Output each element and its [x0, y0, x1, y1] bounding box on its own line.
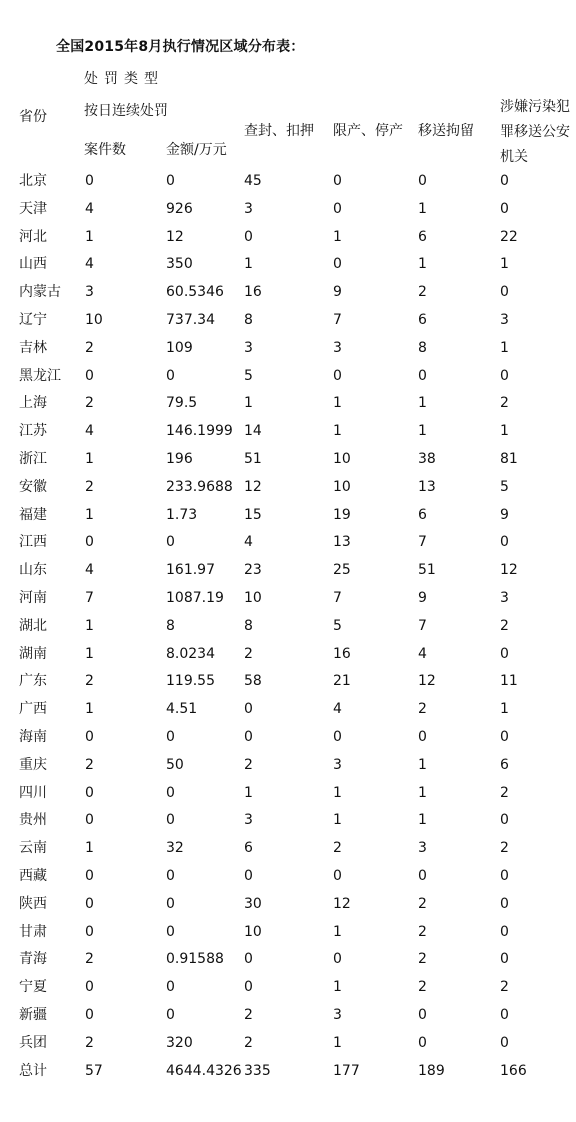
transfer-detain-cell: 1 — [418, 423, 427, 440]
transfer-detain-cell: 6 — [418, 311, 427, 328]
table-row — [0, 502, 576, 530]
amount-cell: 0 — [166, 173, 175, 189]
case-count-cell: 0 — [85, 534, 94, 551]
amount-cell: 4.51 — [166, 701, 198, 718]
amount-cell: 161.97 — [166, 562, 215, 579]
seal-detain-cell: 3 — [244, 812, 253, 829]
transfer-detain-cell: 6 — [418, 506, 427, 523]
amount-cell: 196 — [166, 450, 193, 467]
province-cell: 新疆 — [19, 1006, 47, 1023]
case-count-cell: 0 — [85, 895, 94, 912]
limit-stop-cell: 1 — [333, 784, 342, 801]
province-cell: 广西 — [19, 701, 47, 718]
table-row — [0, 613, 576, 641]
case-count-cell: 2 — [85, 339, 94, 356]
crime-transfer-cell: 166 — [500, 1062, 527, 1079]
case-count-cell: 0 — [85, 173, 94, 189]
amount-cell: 8 — [166, 617, 175, 634]
table-row — [0, 557, 576, 585]
table-row — [0, 696, 576, 724]
amount-cell: 0 — [166, 728, 175, 745]
province-cell: 湖南 — [19, 645, 47, 662]
crime-transfer-cell: 0 — [500, 951, 509, 968]
case-count-cell: 0 — [85, 728, 94, 745]
limit-stop-cell: 0 — [333, 256, 342, 273]
limit-stop-cell: 3 — [333, 756, 342, 773]
amount-cell: 0 — [166, 812, 175, 829]
table-row — [0, 668, 576, 696]
seal-detain-cell: 58 — [244, 673, 262, 690]
table-row — [0, 863, 576, 891]
table-row — [0, 446, 576, 474]
crime-transfer-cell: 0 — [500, 534, 509, 551]
case-count-cell: 4 — [85, 423, 94, 440]
province-cell: 宁夏 — [19, 979, 47, 996]
seal-detain-cell: 8 — [244, 617, 253, 634]
amount-cell: 146.1999 — [166, 423, 233, 440]
province-cell: 山东 — [19, 562, 47, 579]
crime-transfer-cell: 0 — [500, 923, 509, 940]
penalty-type-header: 处罚类型 — [84, 71, 164, 87]
table-row — [0, 974, 576, 1002]
case-count-cell: 0 — [85, 812, 94, 829]
case-count-cell: 0 — [85, 784, 94, 801]
limit-stop-cell: 13 — [333, 534, 351, 551]
case-count-cell: 3 — [85, 284, 94, 301]
table-row — [0, 585, 576, 613]
crime-transfer-cell: 22 — [500, 228, 518, 245]
transfer-detain-cell: 9 — [418, 589, 427, 606]
case-count-cell: 1 — [85, 645, 94, 662]
table-row — [0, 724, 576, 752]
crime-transfer-cell: 3 — [500, 589, 509, 606]
limit-stop-cell: 0 — [333, 200, 342, 217]
crime-transfer-cell: 0 — [500, 284, 509, 301]
case-count-cell: 0 — [85, 1006, 94, 1023]
case-count-cell: 1 — [85, 450, 94, 467]
case-count-cell: 1 — [85, 840, 94, 857]
province-cell: 四川 — [19, 784, 47, 801]
seal-detain-cell: 14 — [244, 423, 262, 440]
crime-transfer-cell: 12 — [500, 562, 518, 579]
table-row — [0, 307, 576, 335]
province-cell: 上海 — [19, 395, 47, 412]
table-row — [0, 1030, 576, 1058]
seal-detain-cell: 8 — [244, 311, 253, 328]
transfer-detain-cell: 1 — [418, 756, 427, 773]
province-cell: 甘肃 — [19, 923, 47, 940]
seal-detain-cell: 2 — [244, 645, 253, 662]
transfer-detain-cell: 7 — [418, 534, 427, 551]
transfer-detain-cell: 0 — [418, 1034, 427, 1051]
limit-stop-cell: 3 — [333, 1006, 342, 1023]
seal-detain-header: 查封、扣押 — [244, 123, 314, 139]
province-cell: 贵州 — [19, 812, 47, 829]
case-count-cell: 4 — [85, 256, 94, 273]
seal-detain-cell: 0 — [244, 728, 253, 745]
crime-transfer-cell: 0 — [500, 367, 509, 384]
crime-transfer-cell: 81 — [500, 450, 518, 467]
transfer-detain-cell: 2 — [418, 951, 427, 968]
amount-cell: 50 — [166, 756, 184, 773]
amount-cell: 119.55 — [166, 673, 215, 690]
table-row — [0, 1002, 576, 1030]
province-cell: 山西 — [19, 256, 47, 273]
limit-stop-cell: 1 — [333, 395, 342, 412]
crime-transfer-cell: 5 — [500, 478, 509, 495]
province-cell: 青海 — [19, 951, 47, 968]
transfer-detain-cell: 2 — [418, 895, 427, 912]
case-count-cell: 1 — [85, 228, 94, 245]
amount-cell: 12 — [166, 228, 184, 245]
seal-detain-cell: 3 — [244, 339, 253, 356]
amount-cell: 350 — [166, 256, 193, 273]
transfer-detain-cell: 2 — [418, 979, 427, 996]
transfer-detain-cell: 12 — [418, 673, 436, 690]
case-count-cell: 10 — [85, 311, 103, 328]
limit-stop-cell: 25 — [333, 562, 351, 579]
crime-transfer-header: 涉嫌污染犯罪移送公安机关 — [500, 99, 570, 165]
transfer-detain-cell: 1 — [418, 256, 427, 273]
transfer-detain-cell: 2 — [418, 284, 427, 301]
limit-stop-cell: 1 — [333, 923, 342, 940]
transfer-detain-cell: 0 — [418, 173, 427, 189]
case-count-cell: 2 — [85, 1034, 94, 1051]
limit-stop-cell: 1 — [333, 423, 342, 440]
seal-detain-cell: 10 — [244, 923, 262, 940]
limit-stop-cell: 21 — [333, 673, 351, 690]
crime-transfer-cell: 0 — [500, 867, 509, 884]
crime-transfer-cell: 2 — [500, 979, 509, 996]
case-count-cell: 2 — [85, 478, 94, 495]
amount-cell: 0 — [166, 784, 175, 801]
crime-transfer-cell: 1 — [500, 701, 509, 718]
case-count-cell: 1 — [85, 701, 94, 718]
table-row — [0, 919, 576, 947]
crime-transfer-cell: 1 — [500, 423, 509, 440]
limit-stop-cell: 1 — [333, 1034, 342, 1051]
crime-transfer-cell: 0 — [500, 645, 509, 662]
crime-transfer-cell: 1 — [500, 256, 509, 273]
crime-transfer-cell: 0 — [500, 1006, 509, 1023]
province-cell: 广东 — [19, 673, 47, 690]
seal-detain-cell: 2 — [244, 756, 253, 773]
case-count-cell: 4 — [85, 562, 94, 579]
seal-detain-cell: 45 — [244, 173, 262, 189]
limit-stop-cell: 3 — [333, 339, 342, 356]
limit-stop-cell: 19 — [333, 506, 351, 523]
case-count-cell: 2 — [85, 395, 94, 412]
transfer-detain-cell: 0 — [418, 1006, 427, 1023]
seal-detain-cell: 3 — [244, 200, 253, 217]
transfer-detain-cell: 1 — [418, 200, 427, 217]
province-cell: 陕西 — [19, 895, 47, 912]
amount-cell: 32 — [166, 840, 184, 857]
case-count-cell: 0 — [85, 923, 94, 940]
seal-detain-cell: 0 — [244, 979, 253, 996]
transfer-detain-cell: 13 — [418, 478, 436, 495]
limit-stop-cell: 7 — [333, 589, 342, 606]
table-row — [0, 251, 576, 279]
limit-stop-cell: 0 — [333, 951, 342, 968]
table-row — [0, 224, 576, 252]
amount-cell: 0 — [166, 923, 175, 940]
limit-stop-cell: 0 — [333, 173, 342, 189]
table-row — [0, 946, 576, 974]
transfer-detain-header: 移送拘留 — [418, 123, 474, 139]
transfer-detain-cell: 1 — [418, 812, 427, 829]
seal-detain-cell: 1 — [244, 784, 253, 801]
table-row — [0, 335, 576, 363]
seal-detain-cell: 335 — [244, 1062, 271, 1079]
table-row — [0, 418, 576, 446]
amount-cell: 0 — [166, 367, 175, 384]
province-cell: 河北 — [19, 228, 47, 245]
case-count-cell: 4 — [85, 200, 94, 217]
amount-cell: 320 — [166, 1034, 193, 1051]
table-row — [0, 279, 576, 307]
amount-cell: 0 — [166, 534, 175, 551]
transfer-detain-cell: 0 — [418, 867, 427, 884]
case-count-cell: 2 — [85, 756, 94, 773]
amount-cell: 737.34 — [166, 311, 215, 328]
province-cell: 湖北 — [19, 617, 47, 634]
province-cell: 浙江 — [19, 450, 47, 467]
seal-detain-cell: 0 — [244, 867, 253, 884]
amount-cell: 0 — [166, 979, 175, 996]
limit-stop-header: 限产、停产 — [333, 123, 403, 139]
crime-transfer-cell: 0 — [500, 812, 509, 829]
crime-transfer-cell: 0 — [500, 1034, 509, 1051]
crime-transfer-cell: 2 — [500, 617, 509, 634]
transfer-detain-cell: 2 — [418, 923, 427, 940]
limit-stop-cell: 0 — [333, 728, 342, 745]
data-table — [0, 168, 576, 1085]
case-count-cell: 1 — [85, 506, 94, 523]
case-count-cell: 2 — [85, 951, 94, 968]
case-count-cell: 0 — [85, 867, 94, 884]
table-row — [0, 891, 576, 919]
case-count-cell: 2 — [85, 673, 94, 690]
crime-transfer-cell: 0 — [500, 173, 509, 189]
limit-stop-cell: 4 — [333, 701, 342, 718]
province-cell: 北京 — [19, 173, 47, 189]
province-cell: 云南 — [19, 840, 47, 857]
province-cell: 海南 — [19, 728, 47, 745]
seal-detain-cell: 15 — [244, 506, 262, 523]
limit-stop-cell: 2 — [333, 840, 342, 857]
crime-transfer-cell: 1 — [500, 339, 509, 356]
amount-cell: 0 — [166, 867, 175, 884]
province-cell: 黑龙江 — [19, 367, 61, 384]
seal-detain-cell: 12 — [244, 478, 262, 495]
page-title: 全国2015年8月执行情况区域分布表： — [56, 39, 305, 55]
table-row — [0, 474, 576, 502]
transfer-detain-cell: 189 — [418, 1062, 445, 1079]
amount-cell: 926 — [166, 200, 193, 217]
table-row — [0, 363, 576, 391]
limit-stop-cell: 177 — [333, 1062, 360, 1079]
crime-transfer-cell: 9 — [500, 506, 509, 523]
amount-cell: 1.73 — [166, 506, 198, 523]
crime-transfer-cell: 2 — [500, 784, 509, 801]
province-cell: 福建 — [19, 506, 47, 523]
table-row — [0, 752, 576, 780]
crime-transfer-cell: 3 — [500, 311, 509, 328]
province-cell: 河南 — [19, 589, 47, 606]
transfer-detain-cell: 0 — [418, 367, 427, 384]
limit-stop-cell: 16 — [333, 645, 351, 662]
amount-cell: 109 — [166, 339, 193, 356]
transfer-detain-cell: 7 — [418, 617, 427, 634]
seal-detain-cell: 6 — [244, 840, 253, 857]
limit-stop-cell: 1 — [333, 812, 342, 829]
table-row — [0, 835, 576, 863]
transfer-detain-cell: 2 — [418, 701, 427, 718]
amount-cell: 4644.4326 — [166, 1062, 242, 1079]
province-header: 省份 — [19, 109, 47, 125]
transfer-detain-cell: 3 — [418, 840, 427, 857]
case-count-header: 案件数 — [84, 142, 126, 158]
province-cell: 西藏 — [19, 867, 47, 884]
province-cell: 重庆 — [19, 756, 47, 773]
amount-cell: 0 — [166, 895, 175, 912]
limit-stop-cell: 7 — [333, 311, 342, 328]
transfer-detain-cell: 6 — [418, 228, 427, 245]
limit-stop-cell: 5 — [333, 617, 342, 634]
transfer-detain-cell: 8 — [418, 339, 427, 356]
case-count-cell: 0 — [85, 367, 94, 384]
table-row — [0, 529, 576, 557]
table-row — [0, 196, 576, 224]
case-count-cell: 0 — [85, 979, 94, 996]
seal-detain-cell: 1 — [244, 256, 253, 273]
crime-transfer-cell: 0 — [500, 200, 509, 217]
province-cell: 江苏 — [19, 423, 47, 440]
daily-penalty-header: 按日连续处罚 — [84, 103, 168, 119]
limit-stop-cell: 10 — [333, 450, 351, 467]
amount-cell: 1087.19 — [166, 589, 224, 606]
crime-transfer-cell: 6 — [500, 756, 509, 773]
case-count-cell: 1 — [85, 617, 94, 634]
amount-cell: 0 — [166, 1006, 175, 1023]
transfer-detain-cell: 4 — [418, 645, 427, 662]
transfer-detain-cell: 38 — [418, 450, 436, 467]
transfer-detain-cell: 1 — [418, 784, 427, 801]
seal-detain-cell: 0 — [244, 951, 253, 968]
crime-transfer-cell: 2 — [500, 840, 509, 857]
table-row — [0, 807, 576, 835]
province-cell: 天津 — [19, 200, 47, 217]
province-cell: 吉林 — [19, 339, 47, 356]
table-row — [0, 780, 576, 808]
limit-stop-cell: 1 — [333, 228, 342, 245]
amount-cell: 0.91588 — [166, 951, 224, 968]
seal-detain-cell: 10 — [244, 589, 262, 606]
case-count-cell: 7 — [85, 589, 94, 606]
seal-detain-cell: 1 — [244, 395, 253, 412]
province-cell: 江西 — [19, 534, 47, 551]
seal-detain-cell: 51 — [244, 450, 262, 467]
amount-header: 金额/万元 — [166, 142, 227, 158]
limit-stop-cell: 0 — [333, 867, 342, 884]
amount-cell: 8.0234 — [166, 645, 215, 662]
seal-detain-cell: 23 — [244, 562, 262, 579]
province-cell: 总计 — [19, 1062, 47, 1079]
transfer-detain-cell: 51 — [418, 562, 436, 579]
limit-stop-cell: 10 — [333, 478, 351, 495]
crime-transfer-cell: 2 — [500, 395, 509, 412]
limit-stop-cell: 12 — [333, 895, 351, 912]
crime-transfer-cell: 0 — [500, 895, 509, 912]
transfer-detain-cell: 1 — [418, 395, 427, 412]
amount-cell: 79.5 — [166, 395, 198, 412]
seal-detain-cell: 0 — [244, 701, 253, 718]
seal-detain-cell: 2 — [244, 1006, 253, 1023]
table-row — [0, 390, 576, 418]
case-count-cell: 57 — [85, 1062, 103, 1079]
crime-transfer-cell: 0 — [500, 728, 509, 745]
seal-detain-cell: 5 — [244, 367, 253, 384]
seal-detain-cell: 2 — [244, 1034, 253, 1051]
limit-stop-cell: 9 — [333, 284, 342, 301]
seal-detain-cell: 16 — [244, 284, 262, 301]
table-row — [0, 168, 576, 196]
limit-stop-cell: 0 — [333, 367, 342, 384]
seal-detain-cell: 0 — [244, 228, 253, 245]
province-cell: 内蒙古 — [19, 284, 61, 301]
table-row — [0, 641, 576, 669]
province-cell: 安徽 — [19, 478, 47, 495]
crime-transfer-cell: 11 — [500, 673, 518, 690]
amount-cell: 60.5346 — [166, 284, 224, 301]
province-cell: 兵团 — [19, 1034, 47, 1051]
transfer-detain-cell: 0 — [418, 728, 427, 745]
total-row — [0, 1058, 576, 1086]
seal-detain-cell: 30 — [244, 895, 262, 912]
seal-detain-cell: 4 — [244, 534, 253, 551]
limit-stop-cell: 1 — [333, 979, 342, 996]
amount-cell: 233.9688 — [166, 478, 233, 495]
province-cell: 辽宁 — [19, 311, 47, 328]
